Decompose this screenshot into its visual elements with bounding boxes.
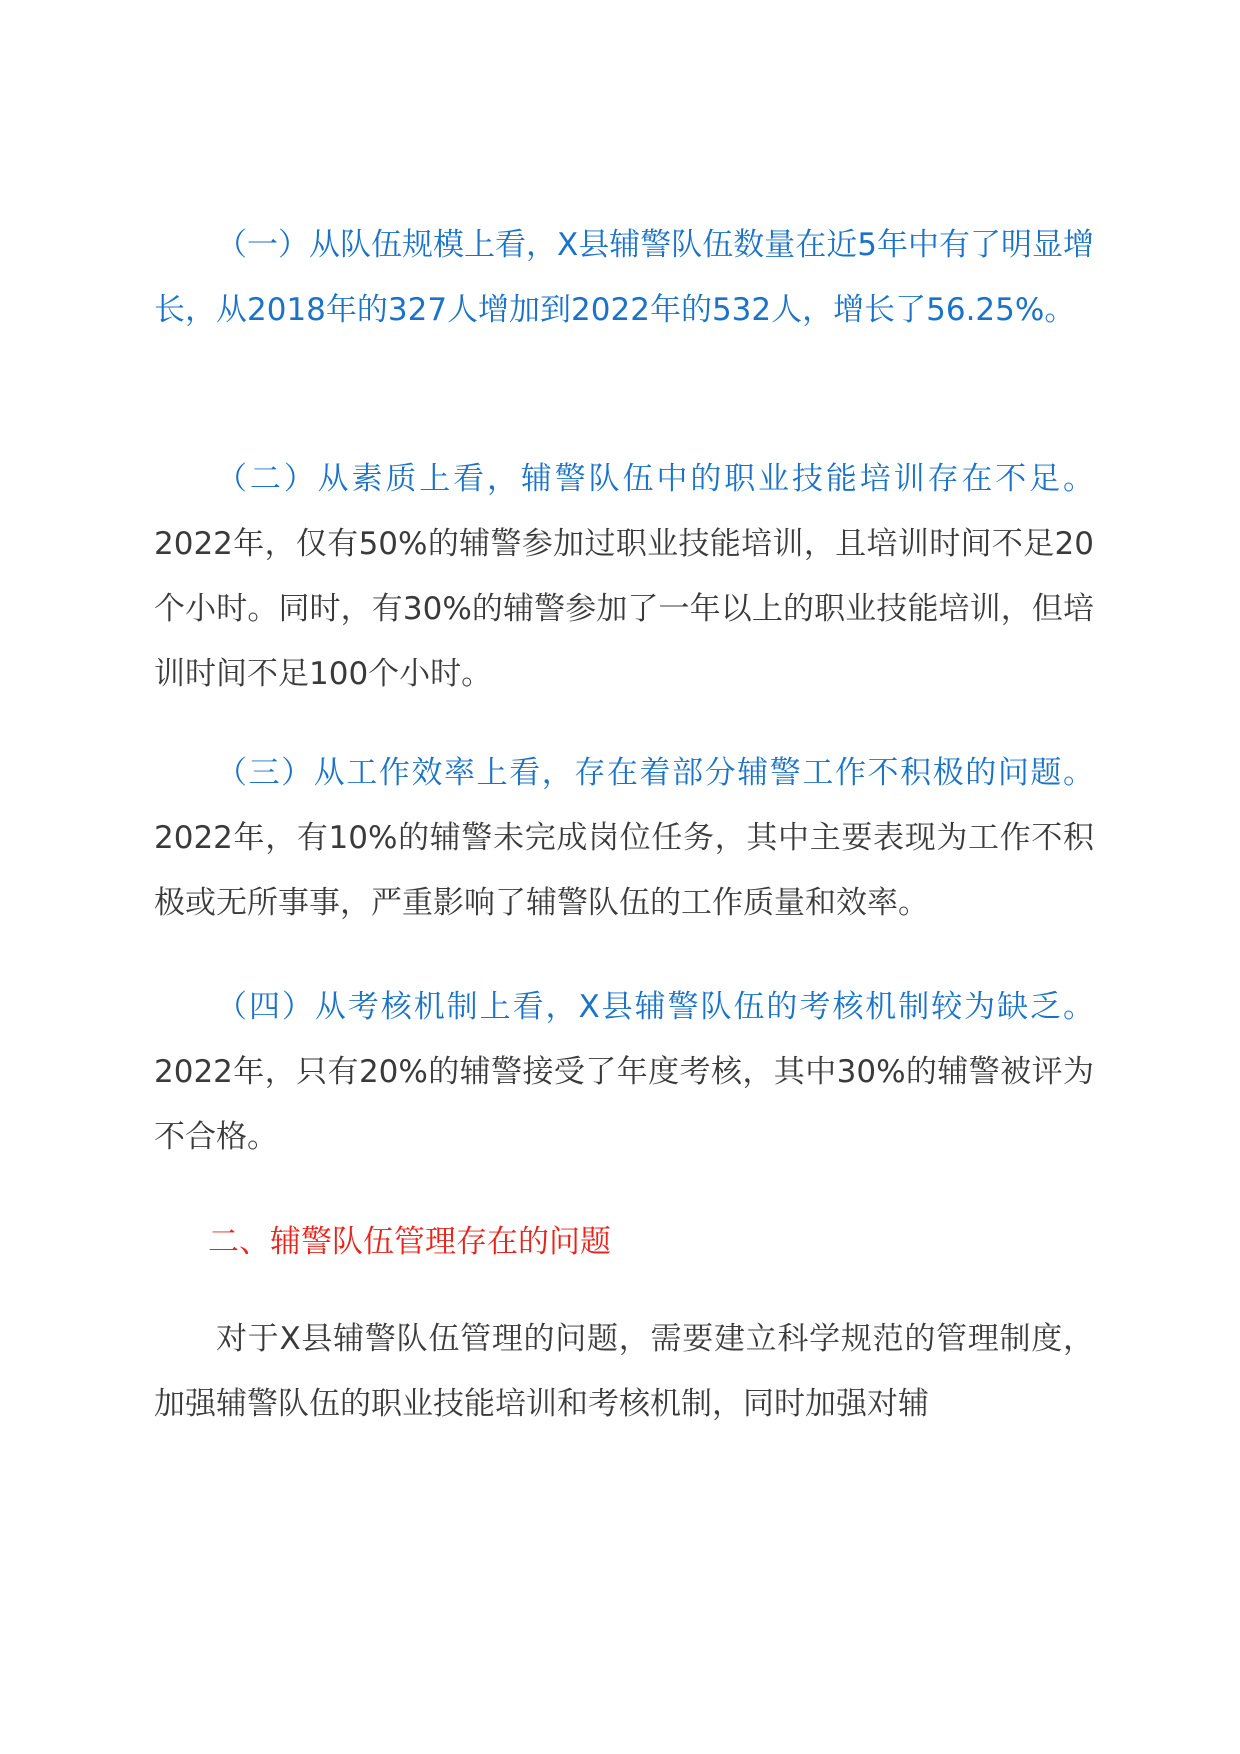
paragraph-efficiency [154, 741, 1094, 936]
paragraph-body: 2022年，仅有50%的辅警参加过职业技能培训，且培训时间不足20个小时。同时，有30%的辅警参加了一年以上的职业技能培训，但培训时间不足100个小时。 [154, 526, 1094, 692]
paragraph-assessment [154, 975, 1094, 1170]
paragraph-lead: （二）从素质上看，辅警队伍中的职业技能培训存在不足。 [216, 461, 1094, 497]
paragraph-lead: （一）从队伍规模上看，X县辅警队伍数量在近5年中有了明显增长，从2018年的327人增加到2022年的532人，增长了56.25%。 [154, 227, 1094, 328]
section-heading: 二、辅警队伍管理存在的问题 [208, 1224, 611, 1260]
paragraph-team-size [154, 213, 1094, 343]
paragraph-body: 2022年，有10%的辅警未完成岗位任务，其中主要表现为工作不积极或无所事事，严重影响了辅警队伍的工作质量和效率。 [154, 820, 1094, 921]
paragraph-quality [154, 447, 1094, 707]
paragraph-body: 2022年，只有20%的辅警接受了年度考核，其中30%的辅警被评为不合格。 [154, 1054, 1094, 1155]
paragraph-lead: （四）从考核机制上看，X县辅警队伍的考核机制较为缺乏。 [216, 989, 1094, 1025]
closing-paragraph: 对于X县辅警队伍管理的问题，需要建立科学规范的管理制度，加强辅警队伍的职业技能培训和考核机制，同时加强对辅 [154, 1321, 1094, 1422]
paragraph-lead: （三）从工作效率上看，存在着部分辅警工作不积极的问题。 [216, 755, 1094, 791]
